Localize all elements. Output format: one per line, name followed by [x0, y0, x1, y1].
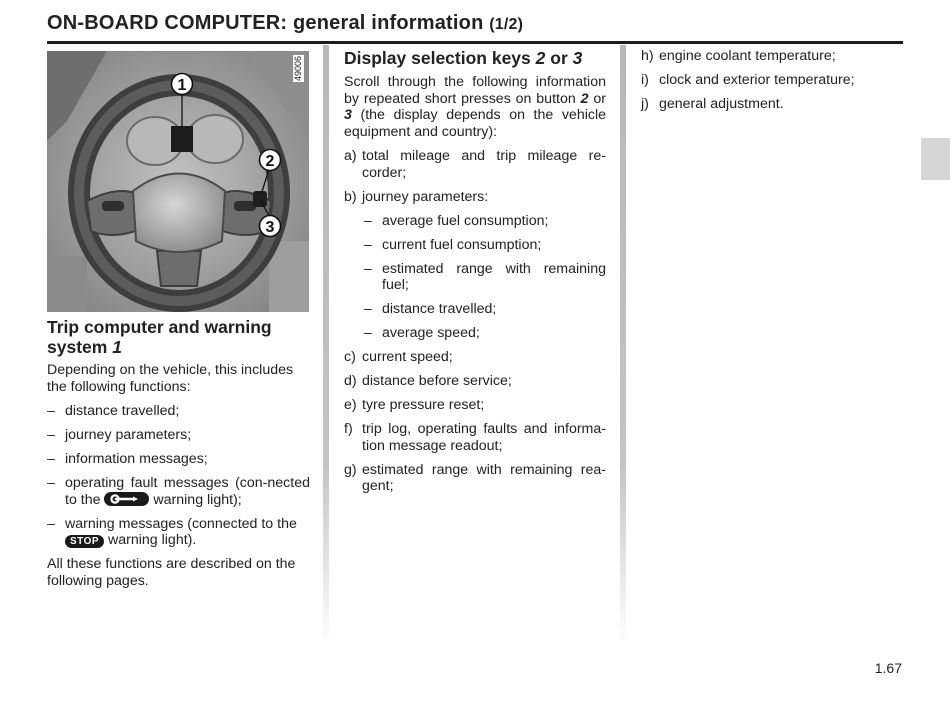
display-keys-intro: Scroll through the following information by repeated short presses on button 2 or 3 (the display depends on the vehicle equipment and country):	[344, 74, 607, 140]
callout-3-label: 3	[265, 219, 275, 236]
list-item: h) engine coolant temperature;	[641, 48, 836, 64]
sub-list-item: – average speed;	[364, 325, 480, 341]
column-right	[641, 48, 903, 113]
column-middle	[344, 48, 606, 495]
trip-computer-outro: All these functions are described on the following pages.	[47, 556, 296, 589]
list-item-fault-messages: – operating fault messages (con-nected to the warning light);	[47, 475, 310, 508]
list-item: – journey parameters;	[47, 427, 192, 443]
sub-list-item: – distance travelled;	[364, 301, 497, 317]
column-divider-left	[323, 45, 329, 645]
callout-2	[260, 150, 281, 171]
display-keys-heading: Display selection keys 2 or 3	[344, 48, 583, 68]
list-item: – distance travelled;	[47, 403, 180, 419]
title-rule	[47, 41, 903, 44]
list-item: a) total mileage and trip mileage re-corder;	[344, 148, 606, 181]
section-tab	[921, 138, 950, 180]
trip-computer-heading-text: Trip computer and warning system	[47, 317, 272, 357]
list-item: j) general adjustment.	[641, 96, 784, 112]
list-item: d) distance before service;	[344, 373, 512, 389]
stop-icon: STOP	[65, 535, 104, 548]
list-item: e) tyre pressure reset;	[344, 397, 485, 413]
list-item: f) trip log, operating faults and informa-tion message readout;	[344, 421, 606, 454]
page-part: (1/2)	[489, 16, 524, 33]
list-item: i) clock and exterior temperature;	[641, 72, 855, 88]
callout-1-label: 1	[177, 77, 187, 94]
wrench-icon	[104, 492, 149, 506]
list-item: b) journey parameters:	[344, 188, 489, 205]
column-divider-right	[620, 45, 626, 645]
page-title	[47, 12, 523, 35]
trip-computer-heading-number: 1	[112, 337, 122, 357]
callout-2-label: 2	[265, 153, 275, 170]
callout-1	[172, 74, 193, 95]
column-left	[47, 317, 310, 589]
sub-list-item: – estimated range with remaining fuel;	[364, 260, 606, 293]
figure-reference: 49006	[293, 56, 303, 82]
display-panel	[171, 126, 193, 152]
sub-list-item: – current fuel consumption;	[364, 236, 542, 253]
list-item: g) estimated range with remaining rea-gent;	[344, 461, 606, 494]
page-title-text: ON-BOARD COMPUTER: general information	[47, 12, 484, 34]
trip-computer-intro: Depending on the vehicle, this includes the following functions:	[47, 362, 294, 395]
sub-list-item: – average fuel consumption;	[364, 212, 549, 229]
steering-wheel-figure	[47, 51, 309, 312]
trip-computer-heading	[47, 317, 310, 357]
page-number: 1.67	[874, 660, 902, 676]
list-item: c) current speed;	[344, 349, 453, 365]
steering-wheel-illustration	[47, 51, 309, 312]
callout-3	[260, 216, 281, 237]
list-item: – information messages;	[47, 451, 208, 467]
list-item-warning-messages: – warning messages (connected to the STOP warning light).	[47, 515, 297, 548]
